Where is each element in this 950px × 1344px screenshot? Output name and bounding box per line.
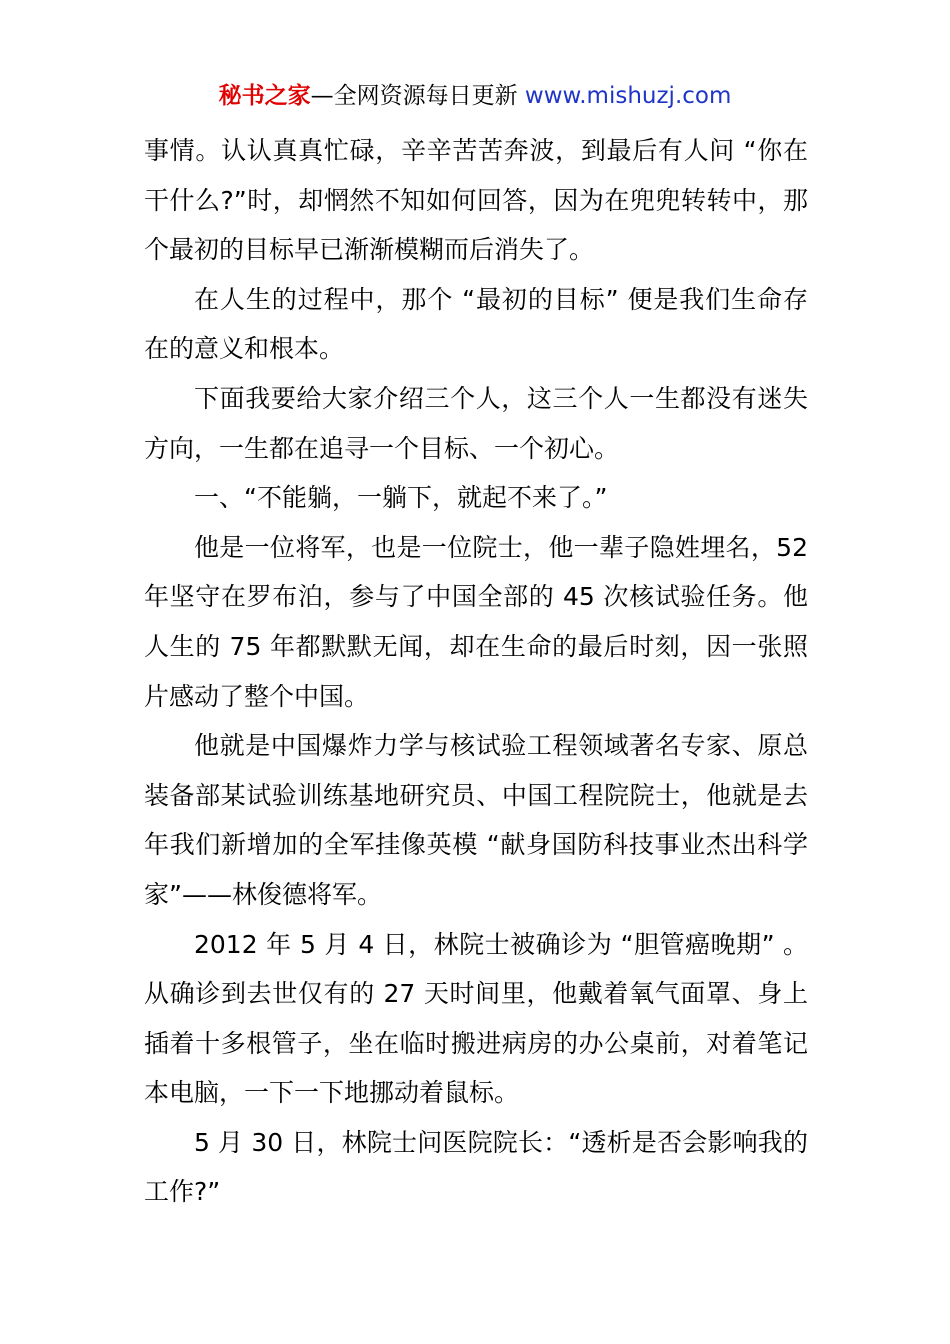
header-brand: 秘书之家 [218, 83, 311, 109]
paragraph: 他是一位将军，也是一位院士，他一辈子隐姓埋名，52 年坚守在罗布泊，参与了中国全部的 45 次核试验任务。他人生的 75 年都默默无闻，却在生命的最后时刻，因一张照片感动了整个中国。 [144, 532, 808, 711]
paragraph: 事情。认认真真忙碌，辛辛苦苦奔波，到最后有人问 “你在干什么?”时，却惘然不知如何回答，因为在兜兜转转中，那个最初的目标早已渐渐模糊而后消失了。 [144, 136, 808, 265]
paragraph: 5 月 30 日，林院士问医院院长：“透析是否会影响我的工作?” [144, 1127, 808, 1207]
paragraph: 他就是中国爆炸力学与核试验工程领域著名专家、原总装备部某试验训练基地研究员、中国工程院院士，他就是去年我们新增加的全军挂像英模 “献身国防科技事业杰出科学家”——林俊德将军。 [144, 731, 808, 909]
page-header [0, 80, 950, 112]
header-site-link[interactable]: www.mishuzj.com [524, 83, 732, 109]
section-heading: 一、“不能躺，一躺下，就起不来了。” [194, 483, 608, 513]
document-body [144, 126, 808, 1217]
header-tagline: —全网资源每日更新 [310, 83, 525, 109]
paragraph: 下面我要给大家介绍三个人，这三个人一生都没有迷失方向，一生都在追寻一个目标、一个初心。 [144, 383, 808, 463]
paragraph: 在人生的过程中，那个 “最初的目标” 便是我们生命存在的意义和根本。 [144, 284, 808, 364]
paragraph: 2012 年 5 月 4 日，林院士被确诊为 “胆管癌晚期” 。从确诊到去世仅有的 27 天时间里，他戴着氧气面罩、身上插着十多根管子，坐在临时搬进病房的办公桌前，对着笔记本电脑，一下一下地挪动着鼠标。 [144, 929, 808, 1108]
